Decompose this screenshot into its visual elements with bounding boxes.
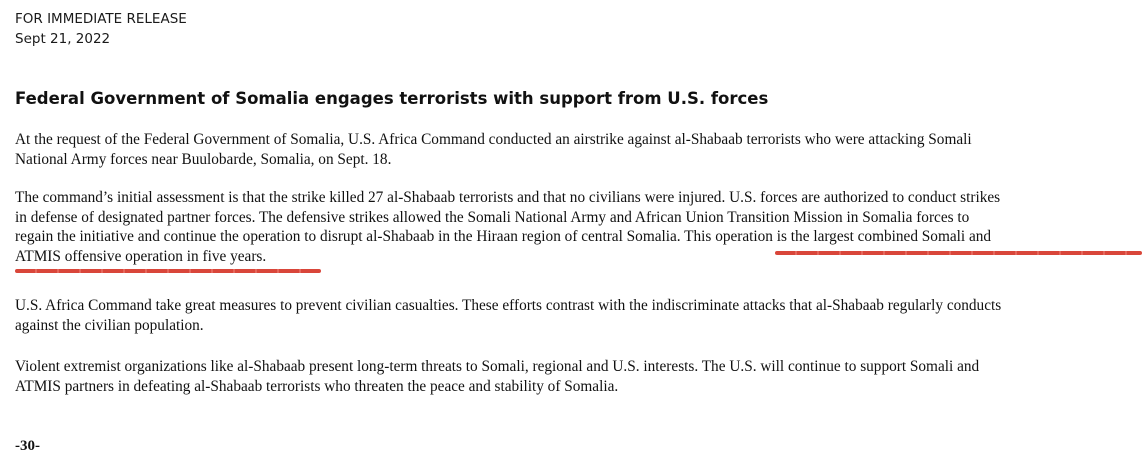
paragraph-line: National Army forces near Buulobarde, Somalia, on Sept. 18.: [15, 150, 392, 168]
end-marker: -30-: [15, 438, 40, 454]
paragraph-line: ATMIS partners in defeating al-Shabaab terrorists who threaten the peace and stability of Somalia.: [15, 377, 619, 395]
paragraph-line: ATMIS offensive operation in five years.: [15, 247, 267, 265]
paragraph-civilian-casualties: [15, 296, 1130, 335]
release-date: Sept 21, 2022: [15, 31, 111, 47]
paragraph-line: in defense of designated partner forces. The defensive strikes allowed the Somali National Army and African Union Transition Mission in Somalia forces to: [15, 208, 970, 226]
highlight-underline: [15, 269, 321, 273]
paragraph-line: U.S. Africa Command take great measures to prevent civilian casualties. These efforts contrast with the indiscriminate attacks that al-Shabaab regularly conducts: [15, 297, 1002, 314]
highlight-underline: [775, 251, 1142, 255]
headline: Federal Government of Somalia engages terrorists with support from U.S. forces: [15, 89, 769, 108]
paragraph-line: against the civilian population.: [15, 316, 204, 334]
paragraph-line: regain the initiative and continue the operation to disrupt al-Shabaab in the Hiraan region of central Somalia. This operation is the largest combined Somali and: [15, 228, 992, 245]
release-label: FOR IMMEDIATE RELEASE: [15, 11, 187, 27]
paragraph-line: The command’s initial assessment is that the strike killed 27 al-Shabaab terrorists and that no civilians were injured. U.S. forces are authorized to conduct strikes: [15, 189, 1001, 206]
paragraph-request: [15, 130, 1130, 169]
paragraph-line: At the request of the Federal Government of Somalia, U.S. Africa Command conducted an airstrike against al-Shabaab terrorists who were attacking Somali: [15, 131, 972, 148]
paragraph-threats: [15, 357, 1130, 396]
paragraph-line: Violent extremist organizations like al-Shabaab present long-term threats to Somali, regional and U.S. interests. The U.S. will continue to support Somali and: [15, 358, 980, 375]
